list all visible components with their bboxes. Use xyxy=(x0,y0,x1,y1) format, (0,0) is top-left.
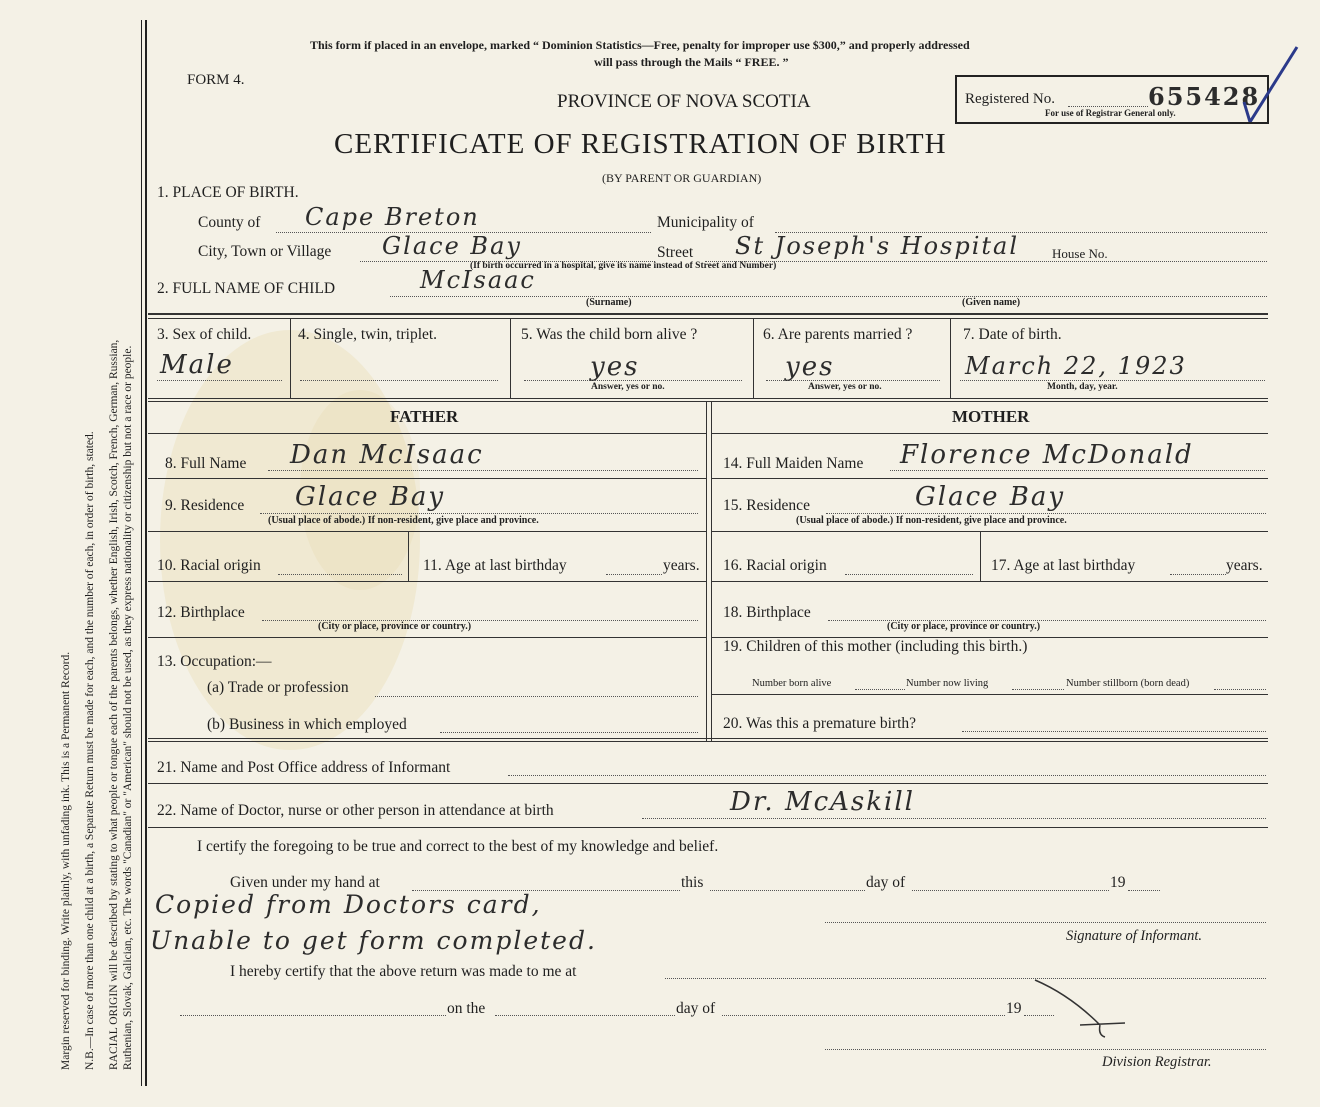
province-heading: PROVINCE OF NOVA SCOTIA xyxy=(557,91,811,112)
county-label: County of xyxy=(198,214,261,231)
doctor-label: 22. Name of Doctor, nurse or other person in attendance at birth xyxy=(157,802,554,819)
certificate-subtitle: (BY PARENT OR GUARDIAN) xyxy=(602,171,762,185)
surname-note: (Surname) xyxy=(586,297,632,308)
premature-label: 20. Was this a premature birth? xyxy=(723,715,917,732)
copied-note-line1: Copied from Doctors card, xyxy=(155,890,542,919)
check-mark-icon xyxy=(1242,42,1302,122)
father-name-label: 8. Full Name xyxy=(165,455,247,472)
child-surname-value: McIsaac xyxy=(420,266,536,294)
children-of-mother-label: 19. Children of this mother (including this birth.) xyxy=(723,638,1028,655)
doctor-value: Dr. McAskill xyxy=(730,787,915,817)
certify-statement: I certify the foregoing to be true and correct to the best of my knowledge and belief. xyxy=(197,838,719,855)
parents-married-value: yes xyxy=(785,352,835,382)
house-number-label: House No. xyxy=(1052,246,1108,261)
number-now-living-label: Number now living xyxy=(906,678,989,689)
informant-signature-label: Signature of Informant. xyxy=(1066,928,1203,944)
father-age-label: 11. Age at last birthday xyxy=(423,557,567,574)
city-label: City, Town or Village xyxy=(198,243,332,260)
mother-residence-note: (Usual place of abode.) If non-resident, give place and province. xyxy=(796,515,1067,526)
mother-name-label: 14. Full Maiden Name xyxy=(723,455,864,472)
margin-note-1: Margin reserved for binding. Write plainly, with unfading ink. This is a Permanent Record. xyxy=(60,651,72,1070)
mother-birthplace-note: (City or place, province or country.) xyxy=(887,621,1041,632)
year-label: 19 xyxy=(1110,874,1126,891)
hospital-note: (If birth occurred in a hospital, give its name instead of Street and Number) xyxy=(470,261,777,271)
margin-note-4: Ruthenian, Slovak, Galician, etc. The words "Canadian" or "American" should not be used, as they express nationality or citizenship but not a race or people. xyxy=(122,345,134,1070)
number-born-alive-label: Number born alive xyxy=(752,678,832,689)
father-heading: FATHER xyxy=(390,407,459,426)
mother-age-label: 17. Age at last birthday xyxy=(991,557,1136,574)
city-value: Glace Bay xyxy=(382,232,522,260)
date-of-birth-label: 7. Date of birth. xyxy=(963,326,1062,343)
registered-label: Registered No. xyxy=(965,91,1055,107)
date-of-birth-value: March 22, 1923 xyxy=(965,352,1187,380)
mother-age-unit: years. xyxy=(1226,557,1263,574)
mother-heading: MOTHER xyxy=(952,407,1030,426)
father-age-unit: years. xyxy=(663,557,700,574)
registrar-mark-icon xyxy=(1030,975,1150,1045)
registered-number: 655428 xyxy=(1148,82,1261,111)
given-under-hand-label: Given under my hand at xyxy=(230,874,380,891)
father-residence-label: 9. Residence xyxy=(165,497,245,514)
given-name-note: (Given name) xyxy=(962,297,1021,308)
margin-note-3: RACIAL ORIGIN will be described by stating to what people or tongue each of the parents belongs, whether English, Irish, Scotch, French, German, Russian, xyxy=(108,339,120,1070)
this-label: this xyxy=(681,874,704,891)
date-of-birth-note: Month, day, year. xyxy=(1047,382,1118,392)
business-label: (b) Business in which employed xyxy=(207,716,407,733)
certificate-title: CERTIFICATE OF REGISTRATION OF BIRTH xyxy=(334,128,947,160)
form-number: FORM 4. xyxy=(187,72,245,88)
single-twin-label: 4. Single, twin, triplet. xyxy=(298,326,438,343)
county-value: Cape Breton xyxy=(305,203,480,231)
father-residence-value: Glace Bay xyxy=(295,482,446,512)
occupation-label: 13. Occupation:— xyxy=(157,653,272,670)
born-alive-value: yes xyxy=(590,352,640,382)
child-name-label: 2. FULL NAME OF CHILD xyxy=(157,280,336,297)
mother-residence-label: 15. Residence xyxy=(723,497,810,514)
place-of-birth-label: 1. PLACE OF BIRTH. xyxy=(157,184,299,201)
year-label-2: 19 xyxy=(1006,1000,1022,1017)
day-of-label-2: day of xyxy=(676,1000,716,1017)
trade-label: (a) Trade or profession xyxy=(207,679,349,696)
municipality-label: Municipality of xyxy=(657,214,754,231)
registrar-signature-label: Division Registrar. xyxy=(1102,1054,1212,1070)
sex-value: Male xyxy=(160,350,234,380)
margin-note-2: N.B.—In case of more than one child at a birth, a Separate Return must be made for each, and the number of each, in order of birth, stated. xyxy=(84,431,96,1070)
registrar-note: For use of Registrar General only. xyxy=(1045,108,1176,118)
street-value: St Joseph's Hospital xyxy=(735,232,1020,260)
street-label: Street xyxy=(657,244,694,261)
mother-name-value: Florence McDonald xyxy=(900,440,1194,470)
father-birthplace-note: (City or place, province or country.) xyxy=(318,621,472,632)
mother-racial-origin-label: 16. Racial origin xyxy=(723,557,827,574)
on-the-label: on the xyxy=(447,1000,486,1017)
informant-label: 21. Name and Post Office address of Informant xyxy=(157,759,451,776)
mother-birthplace-label: 18. Birthplace xyxy=(723,604,811,621)
sex-label: 3. Sex of child. xyxy=(157,326,252,343)
parents-married-label: 6. Are parents married ? xyxy=(763,326,913,343)
postal-notice: This form if placed in an envelope, marked “ Dominion Statistics—Free, penalty for improper use $300,” and properly addressed xyxy=(310,38,970,52)
registrar-statement: I hereby certify that the above return was made to me at xyxy=(230,963,577,980)
number-stillborn-label: Number stillborn (born dead) xyxy=(1066,678,1190,689)
copied-note-line2: Unable to get form completed. xyxy=(150,926,597,955)
father-residence-note: (Usual place of abode.) If non-resident, give place and province. xyxy=(268,515,539,526)
father-birthplace-label: 12. Birthplace xyxy=(157,604,245,621)
parents-married-note: Answer, yes or no. xyxy=(808,382,882,392)
born-alive-note: Answer, yes or no. xyxy=(591,382,665,392)
father-name-value: Dan McIsaac xyxy=(290,440,484,470)
father-racial-origin-label: 10. Racial origin xyxy=(157,557,261,574)
day-of-label: day of xyxy=(866,874,906,891)
postal-notice-2: will pass through the Mails “ FREE. ” xyxy=(594,55,789,69)
mother-residence-value: Glace Bay xyxy=(915,482,1066,512)
born-alive-label: 5. Was the child born alive ? xyxy=(521,326,698,343)
